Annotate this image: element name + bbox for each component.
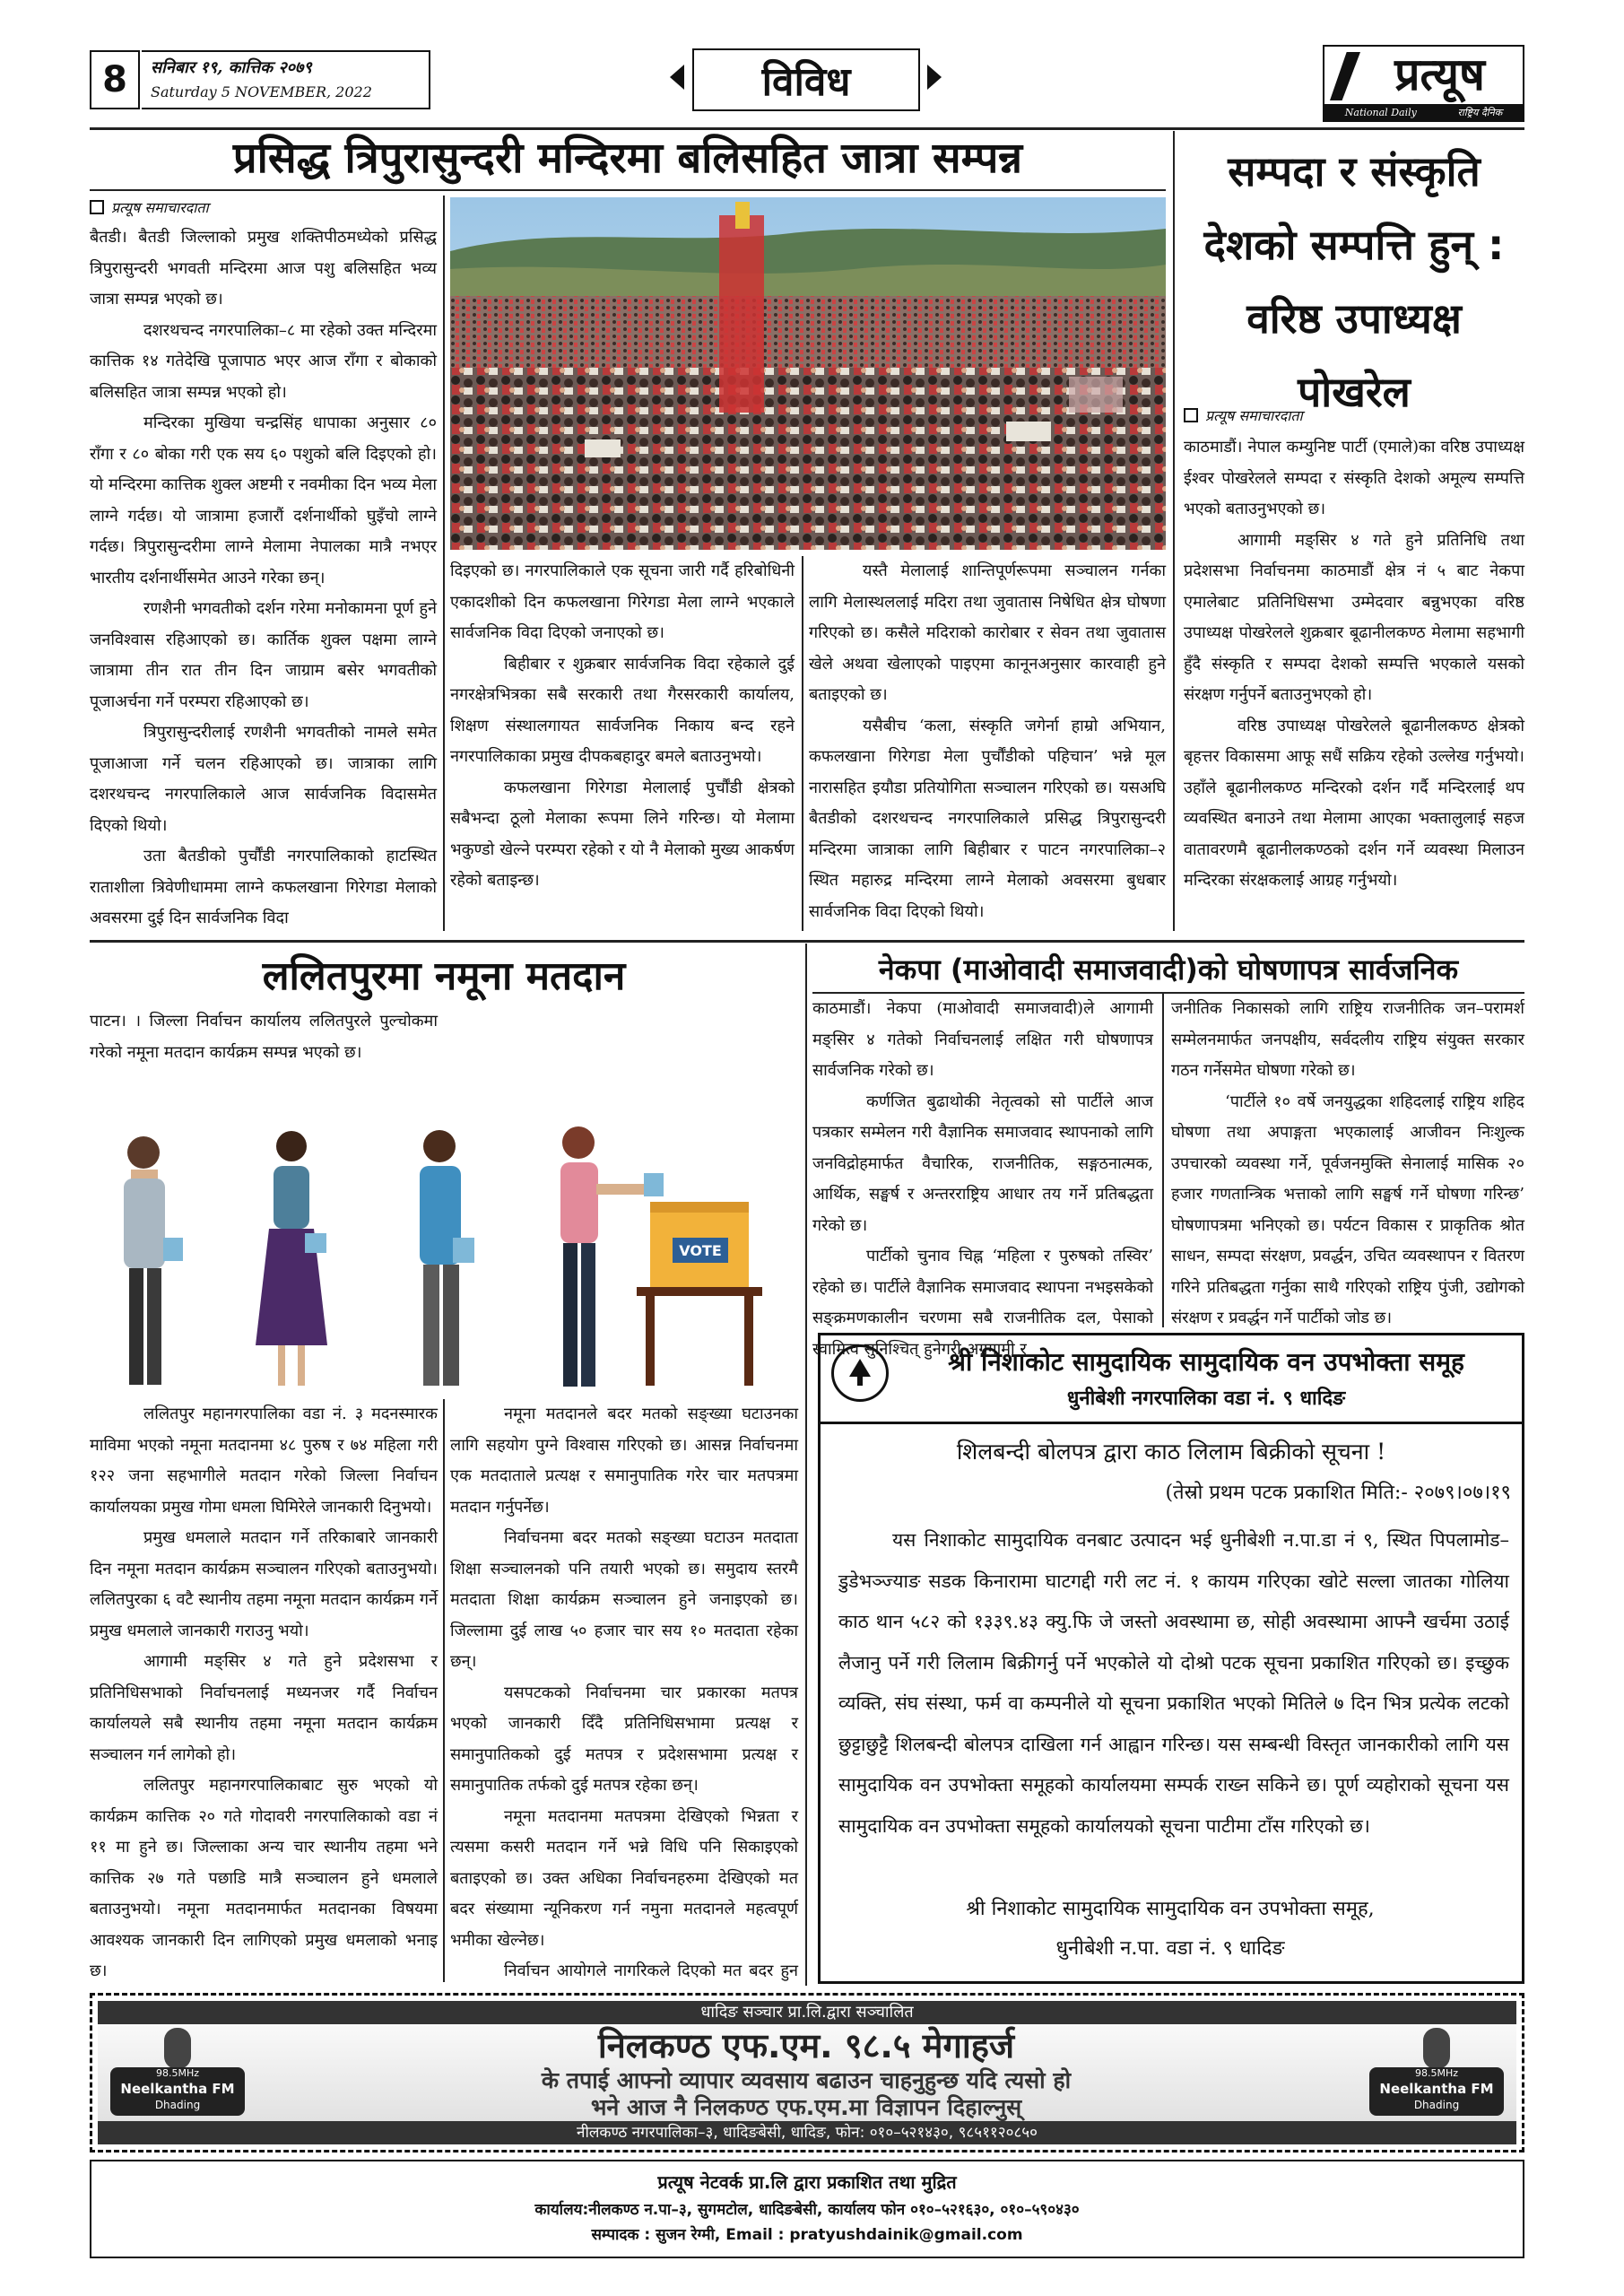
story4-col2-p2: ‘पार्टीले १० वर्षे जनयुद्धका शहिदलाई राष्ट्रिय शहिद घोषणा तथा अपाङ्गता भएकालाई आजीवन निःशुल्क उपचारको व्यवस्था गर्ने, पूर्वजनमुक्ति सेनालाई मासिक २० हजार गणतान्त्रिक भत्ताको लागि सङ्घर्ष गर्ने घोषणा गरिन्छ’ घोषणापत्रमा भनिएको छ। पर्यटन विकास र प्राकृतिक श्रोत साधन, सम्पदा संरक्षण, प्रवर्द्धन, उचित व्यवस्थापन र वितरण गरिने प्रतिबद्धता गर्नुका साथै गरिएको राष्ट्रिय पुंजी, उद्योगको संरक्षण र प्रवर्द्धन गर्ने पार्टीको जोड छ।	[1171, 1091, 1524, 1327]
notice-divider	[821, 1422, 1522, 1424]
festival-photo	[450, 197, 1166, 550]
section-title: विविध	[761, 59, 851, 105]
masthead	[90, 45, 1524, 126]
story1-headline: प्रसिद्ध त्रिपुरासुन्दरी मन्दिरमा बलिसहित जात्रा सम्पन्न	[232, 134, 1023, 183]
story3-col1	[90, 1399, 438, 1978]
fm-logo-left-badge	[110, 2067, 245, 2116]
story4-col2	[1171, 994, 1524, 1327]
story3-col1-p2: प्रमुख धमलाले मतदान गर्ने तरिकाबारे जानकारी दिन नमूना मतदान कार्यक्रम सञ्चालन गरिएको बताउनुभयो। ललितपुरका ६ वटै स्थानीय तहमा नमूना मतदान कार्यक्रम गर्ने प्रमुख धमलाले जानकारी गराउनु भयो।	[90, 1528, 438, 1640]
voting-illustration	[90, 1112, 798, 1399]
story1-headline-rule	[90, 189, 1166, 191]
story4-col1	[812, 994, 1153, 1359]
story2-p1: काठमाडौं। नेपाल कम्युनिष्ट पार्टी (एमाले)का वरिष्ठ उपाध्यक्ष ईश्वर पोखरेलले सम्पदा र संस्कृति देशको अमूल्य सम्पत्ति भएको बताउनुभएको छ।	[1184, 438, 1524, 518]
notice-sign-2: धुनीबेशी न.पा. वडा नं. ९ धादिङ	[1055, 1937, 1285, 1960]
story2-byline-text: प्रत्यूष समाचारदाता	[1205, 407, 1303, 424]
page-number-box	[90, 50, 140, 109]
date-box	[142, 50, 430, 109]
story1-byline-text: प्रत्यूष समाचारदाता	[111, 199, 209, 216]
fm-ad-line2: भने आज नै निलकण्ठ एफ.एम.मा विज्ञापन दिहाल्नुस्	[590, 2094, 1022, 2120]
fm-ad-bottom-line: नीलकण्ठ नगरपालिका–३, धादिङबेसी, धादिङ, फोन: ०१०–५२१४३०, ९८५११२०८५०	[577, 2124, 1038, 2142]
story3-col2-p5: निर्वाचन आयोगले नागरिकले दिएको मत बदर हुन	[504, 1961, 798, 1980]
notice-org-name: श्री निशाकोट सामुदायिक सामुदायिक वन उपभोक्ता समूह	[948, 1347, 1464, 1377]
story2-byline	[1184, 404, 1524, 427]
fm-ad-title: निलकण्ठ एफ.एम. ९८.५ मेगाहर्ज	[597, 2026, 1015, 2066]
logo-text: प्रत्यूष	[1394, 48, 1485, 100]
microphone-icon	[164, 2028, 191, 2069]
story1-byline	[90, 196, 430, 219]
fm-logo-right-freq: 98.5	[1414, 2067, 1437, 2079]
story1-col3-p2: यसैबीच ‘कला, संस्कृति जगेर्ना हाम्रो अभियान, कफलखाना गिरेगडा मेला पुर्चौंडीको पहिचान’ भन्ने मूल नारासहित इयौडा प्रतियोगिता सञ्चालन गरिएको छ। यसअघि बैतडीको दशरथचन्द नगरपालिकाले प्रसिद्ध त्रिपुरासुन्दरी मन्दिरमा जात्राका लागि बिहीबार र पाटन नगरपालिका–२ स्थित महारुद्र मन्दिरमा लाग्ने मेलाको अवसरमा बुधबार सार्वजनिक विदा दिएको थियो।	[809, 716, 1166, 921]
fm-ad-line1: के तपाई आफ्नो व्यापार व्यवसाय बढाउन चाहनुहुन्छ यदि त्यसो हो	[541, 2067, 1072, 2093]
fm-logo-left-unit: MHz	[178, 2067, 200, 2079]
story1-col1-p2: दशरथचन्द नगरपालिका–८ मा रहेको उक्त मन्दिरमा कात्तिक १४ गतेदेखि पूजापाठ भएर आज राँगा र बोकाको बलिसहित जात्रा सम्पन्न भएको हो।	[90, 320, 437, 402]
story4-col1-p2: कर्णजित बुढाथोकी नेतृत्वको सो पार्टीले आज पत्रकार सम्मेलन गरी वैज्ञानिक समाजवाद स्थापनाको लागि जनविद्रोहमार्फत वैचारिक, राजनीतिक, सङ्गठनात्मक, आर्थिक, सङ्घर्ष र अन्तरराष्ट्रिय आधार तय गर्ने प्रतिबद्धता गरेको छ।	[812, 1091, 1153, 1235]
section-left-arrow-icon	[670, 65, 684, 90]
fm-logo-left-name: Neelkantha FM	[120, 2081, 235, 2097]
story3-intro-text: पाटन। । जिल्ला निर्वाचन कार्यालय ललितपुरले पुल्चोकमा गरेको नमूना मतदान कार्यक्रम सम्पन्न भएको छ।	[90, 1012, 438, 1062]
top-rule	[90, 127, 1524, 130]
logo-mark-icon	[1330, 52, 1360, 100]
story2-p3: वरिष्ठ उपाध्यक्ष पोखरेलले बूढानीलकण्ठ क्षेत्रको बृहत्तर विकासमा आफू सधैं सक्रिय रहेको उल्लेख गर्नुभयो। उहाँले बूढानीलकण्ठ मन्दिरको दर्शन गर्दै मन्दिरलाई थप व्यवस्थित बनाउने तथा मेलामा आएका भक्तालुलाई सहज वातावरणमै बूढानीलकण्ठको दर्शन गर्ने व्यवस्था मिलाउन मन्दिरका संरक्षकलाई आग्रह गर्नुभयो।	[1184, 716, 1524, 890]
story4-headline: नेकपा (माओवादी समाजवादी)को घोषणापत्र सार्वजनिक	[878, 952, 1459, 987]
story1-col2-p1: दिइएको छ। नगरपालिकाले एक सूचना जारी गर्दै हरिबोधिनी एकादशीको दिन कफलखाना गिरेगडा मेला लाग्ने भएकाले सार्वजनिक विदा दिएको जनाएको छ।	[450, 561, 795, 642]
voter-1	[124, 1136, 183, 1385]
story1-col1-p5: त्रिपुरासुन्दरीलाई रणशैनी भगवतीको नामले समेत पूजाआजा गर्ने चलन रहिआएको छ। जात्राका लागि दशरथचन्द नगरपालिकाले आज सार्वजनिक विदासमेत दिएको थियो।	[90, 723, 437, 835]
fm-logo-right-unit: MHz	[1437, 2067, 1459, 2079]
tree-icon	[842, 1355, 878, 1391]
story3-col1-p4: ललितपुर महानगरपालिकाबाट सुरु भएको यो कार्यक्रम कात्तिक २० गते गोदावरी नगरपालिकाको वडा नं ११ मा हुने छ। जिल्लाका अन्य चार स्थानीय तहमा भने कात्तिक २७ गते पछाडि मात्रै सञ्चालन हुने धमलाले बताउनुभयो। नमूना मतदानमार्फत मतदानका विषयमा आवश्यक जानकारी दिन लागिएको प्रमुख धमलाको भनाइ छ।	[90, 1776, 438, 1980]
footer-line3: सम्पादक : सुजन रेग्मी, Email : pratyushdainik@gmail.com	[591, 2226, 1023, 2244]
story1-col1-p3: मन्दिरका मुखिया चन्द्रसिंह धापाका अनुसार ८० राँगा र ८० बोका गरी एक सय ६० पशुको बलि दिइएको हो। यो मन्दिरमा कात्तिक शुक्ल अष्टमी र नवमीका दिन भव्य मेला लाग्ने गर्दछ। यो जात्रामा हजारौं दर्शनार्थीको घुइँचो लाग्ने गर्दछ। त्रिपुरासुन्दरीमा लाग्ने मेलामा नेपालका मात्रै नभएर भारतीय दर्शनार्थीसमेत आउने गरेका छन्।	[90, 413, 437, 587]
section-title-box	[692, 48, 920, 111]
microphone-icon	[1423, 2028, 1450, 2069]
voting-illustration-svg	[90, 1112, 798, 1399]
logo	[1323, 45, 1524, 122]
logo-strip	[1324, 104, 1523, 120]
fm-logo-left-freq: 98.5	[155, 2067, 178, 2079]
ballot-box	[637, 1202, 762, 1386]
fm-ad-top-line: धादिङ सञ्चार प्रा.लि.द्वारा सञ्चालित	[700, 2003, 914, 2022]
mid-rule	[90, 940, 1524, 943]
story3-col1-p3: आगामी मङ्सिर ४ गते हुने प्रदेशसभा र प्रतिनिधिसभाको निर्वाचनलाई मध्यनजर गर्दै निर्वाचन कार्यालयले सबै स्थानीय तहमा नमूना मतदान कार्यक्रम सञ्चालन गर्न लागेको हो।	[90, 1652, 438, 1764]
story3-col2-p1: नमूना मतदानले बदर मतको सङ्ख्या घटाउनका लागि सहयोग पुग्ने विश्वास गरिएको छ। आसन्न निर्वाचनमा एक मतदाताले प्रत्यक्ष र समानुपातिक गरेर चार मतपत्रमा मतदान गर्नुपर्नेछ।	[450, 1405, 798, 1517]
story4-col1-p1: काठमाडौं। नेकपा (माओवादी समाजवादी)ले आगामी मङ्सिर ४ गतेको निर्वाचनलाई लक्षित गरी घोषणापत्र सार्वजनिक गरेको छ।	[812, 999, 1153, 1080]
story1-col2	[450, 556, 795, 924]
right-column-rule	[1173, 131, 1175, 931]
notice-box	[818, 1333, 1524, 1984]
footer-line2: कार्यालय:नीलकण्ठ न.पा–३, सुगमटोल, धादिङबेसी, कार्यालय फोन ०१०–५२१६३०, ०१०–५९०४३०	[534, 2201, 1080, 2219]
ballot-box-label: VOTE	[679, 1242, 722, 1259]
story3-intro	[90, 1006, 438, 1105]
story1-col1-p1: बैतडी। बैतडी जिल्लाको प्रमुख शक्तिपीठमध्येको प्रसिद्ध त्रिपुरासुन्दरी भगवती मन्दिरमा आज पशु बलिसहित भव्य जात्रा सम्पन्न भएको छ।	[90, 228, 437, 309]
fm-logo-right-name: Neelkantha FM	[1379, 2081, 1494, 2097]
voter-2	[256, 1131, 327, 1386]
logo-sub-left: National Daily	[1344, 106, 1417, 118]
story3-col-rule	[443, 1399, 445, 1982]
story2-p2: आगामी मङ्सिर ४ गते हुने प्रतिनिधि तथा प्रदेशसभा निर्वाचनमा काठमाडौं क्षेत्र नं ५ बाट नेकपा एमालेबाट प्रतिनिधिसभा उम्मेदवार बन्नुभएका वरिष्ठ उपाध्यक्ष पोखरेलले शुक्रबार बूढानीलकण्ठ मेलामा सहभागी हुँदै संस्कृति र सम्पदा देशको सम्पत्ति भएकाले यसको संरक्षण गर्नुपर्ने बताउनुभएको हो।	[1184, 530, 1524, 704]
fm-logo-right-badge	[1369, 2067, 1504, 2116]
story3-col2-p4: नमूना मतदानमा मतपत्रमा देखिएको भिन्नता र त्यसमा कसरी मतदान गर्ने भन्ने विधि पनि सिकाइएको बताइएको छ। उक्त अधिका निर्वाचनहरुमा देखिएको मत बदर संख्यामा न्यूनिकरण गर्न नमुना मतदानले महत्वपूर्ण भमीका खेल्नेछ।	[450, 1806, 798, 1950]
story1-col1-p4: रणशैनी भगवतीको दर्शन गरेमा मनोकामना पूर्ण हुने जनविश्वास रहिआएको छ। कार्तिक शुक्ल पक्षमा लाग्ने जात्रामा तीन रात तीन दिन जाग्राम बसेर भगवतीको पूजाअर्चना गर्ने परम्परा रहिआएको छ।	[90, 599, 437, 711]
byline-box-icon	[90, 200, 104, 214]
story2-body	[1184, 432, 1524, 935]
story4-col2-p1: जनीतिक निकासको लागि राष्ट्रिय राजनीतिक जन–परामर्श सम्मेलनमार्फत जनपक्षीय, सर्वदलीय राष्ट्रिय संयुक्त सरकार गठन गर्नेसमेत घोषणा गरेको छ।	[1171, 999, 1524, 1080]
story1-col3	[809, 556, 1166, 924]
story3-col1-p1: ललितपुर महानगरपालिका वडा नं. ३ मदनस्मारक माविमा भएको नमूना मतदानमा ४८ पुरुष र ७४ महिला गरी १२२ जना सहभागीले मतदान गरेको जिल्ला निर्वाचन कार्यालयका प्रमुख गोमा धमला घिमिरेले जानकारी दिनुभयो।	[90, 1405, 438, 1517]
date-english: Saturday 5 NOVEMBER, 2022	[151, 83, 372, 100]
fm-ad-top-strip	[98, 2001, 1516, 2024]
story4-col-rule	[1162, 994, 1164, 1327]
date-nepali: सनिबार १९, कात्तिक २०७९	[151, 58, 312, 77]
fm-ad-bottom-strip	[98, 2121, 1516, 2144]
fm-logo-left	[110, 2028, 245, 2118]
story2-headline: सम्पदा र संस्कृति देशको सम्पत्ति हुन् : वरिष्ठ उपाध्यक्ष पोखरेल	[1203, 147, 1505, 416]
section-right-arrow-icon	[927, 65, 942, 90]
fm-ad	[90, 1993, 1524, 2152]
story4-col1-p3: पार्टीको चुनाव चिह्न ‘महिला र पुरुषको तस्विर’ रहेको छ। पार्टीले वैज्ञानिक समाजवाद स्थापना नभइसकेको सङ्क्रमणकालीन चरणमा सबै राजनीतिक दल, पेसाको स्वामित्व सुनिश्चित् हुनेगरी अग्रगामी र	[812, 1247, 1153, 1359]
notice-emblem-icon	[831, 1344, 889, 1402]
story1-col-rule-2	[802, 556, 803, 931]
story1-col2-p3: कफलखाना गिरेगडा मेलालाई पुर्चौंडी क्षेत्रको सबैभन्दा ठूलो मेलाका रूपमा लिने गरिन्छ। यो मेलामा भकुण्डो खेल्ने परम्परा रहेको र यो नै मेलाको मुख्य आकर्षण रहेको बताइन्छ।	[450, 778, 795, 890]
notice-org-address: धुनीबेशी नगरपालिका वडा नं. ९ धादिङ	[1066, 1387, 1346, 1410]
story1-col2-p2: बिहीबार र शुक्रबार सार्वजनिक विदा रहेकाले दुई नगरक्षेत्रभित्रका सबै सरकारी तथा गैरसरकारी कार्यालय, शिक्षण संस्थालगायत सार्वजनिक निकाय बन्द रहने नगरपालिकाका प्रमुख दीपकबहादुर बमले बताउनुभयो।	[450, 654, 795, 766]
festival-photo-illustration	[450, 197, 1166, 550]
story3-col2-p3: यसपटकको निर्वाचनमा चार प्रकारका मतपत्र भएको जानकारी दिँदै प्रतिनिधिसभामा प्रत्यक्ष र समानुपातिकको दुई मतपत्र र प्रदेशसभामा प्रत्यक्ष र समानुपातिक तर्फको दुई मतपत्र रहेका छन्।	[450, 1683, 798, 1795]
story1-col-rule-1	[443, 196, 445, 931]
page-number: 8	[102, 59, 127, 100]
story3-col2-p2: निर्वाचनमा बदर मतको सङ्ख्या घटाउन मतदाता शिक्षा सञ्चालनको पनि तयारी भएको छ। समुदाय स्तरमै मतदाता शिक्षा कार्यक्रम सञ्चालन हुने जनाइएको छ। जिल्लामा दुई लाख ५० हजार चार सय १० मतदाता रहेका छन्।	[450, 1528, 798, 1671]
fm-logo-right	[1369, 2028, 1504, 2118]
byline-box-icon	[1184, 408, 1198, 422]
notice-body: यस निशाकोट सामुदायिक वनबाट उत्पादन भई धुनीबेशी न.पा.डा नं ९, स्थित पिपलामोड–डुडेभञ्ज्याङ सडक किनारामा घाटगद्दी गरी लट नं. १ कायम गरिएका खोटे सल्ला जातका गोलिया काठ थान ५८२ को १३३९.४३ क्यु.फि जे जस्तो अवस्थामा छ, सोही अवस्थामा आफ्नै खर्चमा उठाई लैजानु पर्ने गरी लिलाम बिक्रीगर्नु पर्ने भएकोले यो दोश्रो पटक सूचना प्रकाशित गरिएको छ। इच्छुक व्यक्ति, संघ संस्था, फर्म वा कम्पनीले यो सूचना प्रकाशित भएको मितिले ७ दिन भित्र प्रत्येक लटको छुट्टाछुट्टै शिलबन्दी बोलपत्र दाखिला गर्न आह्वान गरिन्छ। यस सम्बन्धी विस्तृत जानकारीको लागि यस सामुदायिक वन उपभोक्ता समूहको कार्यालयमा सम्पर्क राख्न सकिने छ। पूर्ण व्यहोराको सूचना यस सामुदायिक वन उपभोक्ता समूहको कार्यालयको सूचना पाटीमा टाँस गरिएको छ।	[838, 1529, 1509, 1837]
voter-3	[420, 1130, 474, 1386]
story3-col2	[450, 1399, 798, 1978]
footer-line1: प्रत्यूष नेटवर्क प्रा.लि द्वारा प्रकाशित तथा मुद्रित	[657, 2171, 957, 2193]
fm-logo-left-place: Dhading	[154, 2099, 201, 2111]
fm-ad-inner	[98, 2001, 1516, 2144]
story1-col1-p6: उता बैतडीको पुर्चौंडी नगरपालिकाको हाटस्थित राताशीला त्रिवेणीधाममा लाग्ने कफलखाना गिरेगडा मेलाको अवसरमा दुई दिन सार्वजनिक विदा	[90, 847, 437, 927]
notice-title: शिलबन्दी बोलपत्र द्वारा काठ लिलाम बिक्रीको सूचना !	[956, 1439, 1386, 1465]
notice-sign-1: श्री निशाकोट सामुदायिक सामुदायिक वन उपभोक्ता समूह,	[966, 1898, 1375, 1920]
notice-publish-date: (तेस्रो प्रथम पटक प्रकाशित मिति:- २०७९।०७।१९	[1165, 1482, 1511, 1504]
lower-column-rule	[805, 944, 807, 1986]
footer	[90, 2160, 1524, 2258]
story1-col3-p1: यस्तै मेलालाई शान्तिपूर्णरूपमा सञ्चालन गर्नका लागि मेलास्थललाई मदिरा तथा जुवातास निषेधित क्षेत्र घोषणा गरिएको छ। कसैले मदिराको कारोबार र सेवन तथा जुवातास खेले अथवा खेलाएको पाइएमा कानूनअनुसार कारवाही हुने बताइएको छ।	[809, 561, 1166, 704]
fm-logo-right-place: Dhading	[1413, 2099, 1460, 2111]
story3-headline: ललितपुरमा नमूना मतदान	[262, 953, 626, 999]
story1-col1	[90, 222, 437, 927]
logo-sub-right: राष्ट्रिय दैनिक	[1457, 106, 1503, 118]
